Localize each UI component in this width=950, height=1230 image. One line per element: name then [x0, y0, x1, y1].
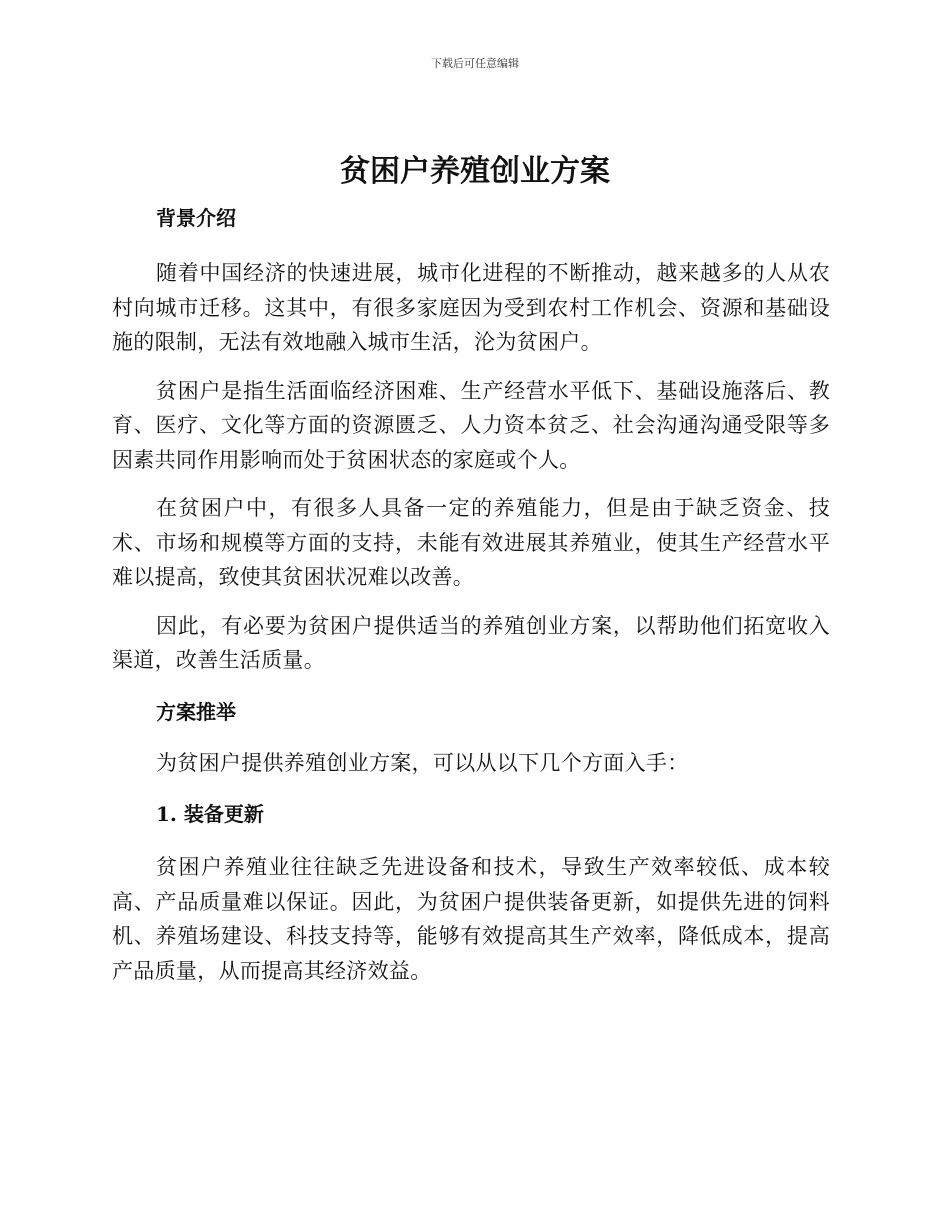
header-note: 下载后可任意编辑: [431, 57, 519, 70]
document-body: [112, 200, 830, 988]
paragraph: 贫困户是指生活面临经济困难、生产经营水平低下、基础设施落后、教育、医疗、文化等方面的资源匮乏、人力资本贫乏、社会沟通沟通受限等多因素共同作用影响而处于贫困状态的家庭或个人。: [112, 378, 830, 472]
subsection-heading: 1. 装备更新: [156, 802, 264, 826]
paragraph: 贫困户养殖业往往缺乏先进设备和技术，导致生产效率较低、成本较高、产品质量难以保证。因此，为贫困户提供装备更新，如提供先进的饲料机、养殖场建设、科技支持等，能够有效提高其生产效率，降低成本，提高产品质量，从而提高其经济效益。: [112, 855, 830, 983]
paragraph: 随着中国经济的快速进展，城市化进程的不断推动，越来越多的人从农村向城市迁移。这其中，有很多家庭因为受到农村工作机会、资源和基础设施的限制，无法有效地融入城市生活，沦为贫困户。: [112, 261, 830, 354]
paragraph: 在贫困户中，有很多人具备一定的养殖能力，但是由于缺乏资金、技术、市场和规模等方面的支持，未能有效进展其养殖业，使其生产经营水平难以提高，致使其贫困状况难以改善。: [112, 496, 830, 589]
section-heading-background: 背景介绍: [156, 206, 236, 230]
paragraph-intro: 为贫困户提供养殖创业方案，可以从以下几个方面入手：: [156, 750, 689, 775]
paragraph: 因此，有必要为贫困户提供适当的养殖创业方案，以帮助他们拓宽收入渠道，改善生活质量。: [112, 613, 830, 672]
section-heading-plan: 方案推举: [156, 699, 236, 724]
document-title: 贫困户养殖创业方案: [340, 154, 610, 189]
